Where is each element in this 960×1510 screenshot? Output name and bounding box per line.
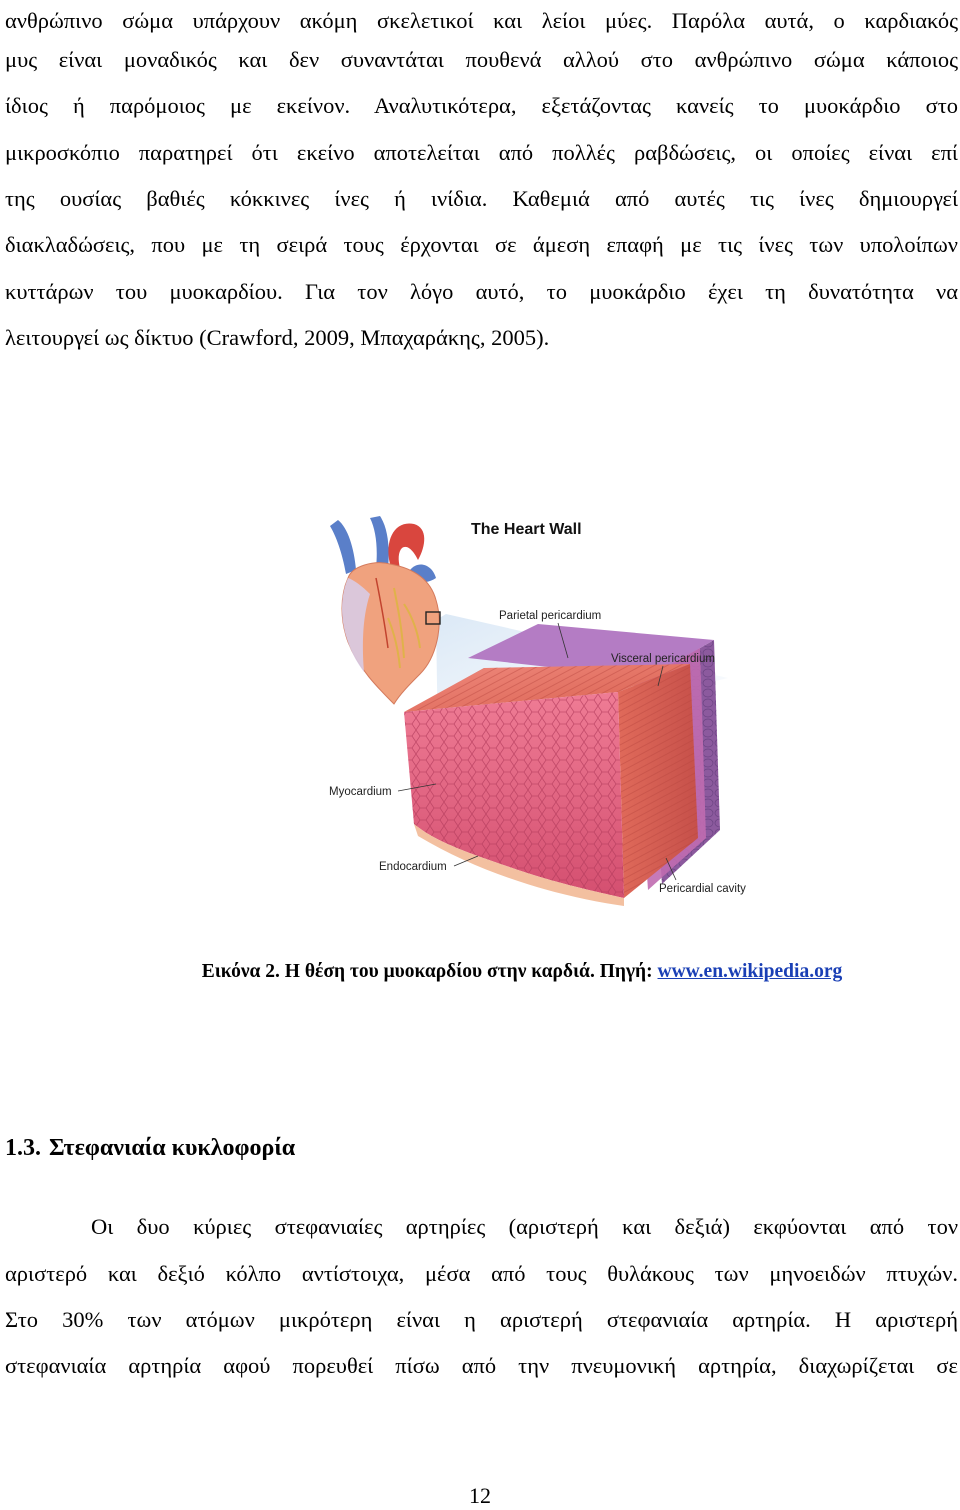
text-line: αριστερό και δεξιό κόλπο αντίστοιχα, μέσα από τους θυλάκους των μηνοειδών πτυχών. [5, 1261, 958, 1286]
text-line: μικροσκόπιο παρατηρεί ότι εκείνο αποτελείται από πολλές ραβδώσεις, οι οποίες είναι επί [5, 140, 958, 165]
text-line: Στο 30% των ατόμων μικρότερη είναι η αριστερή στεφανιαία αρτηρία. Η αριστερή [5, 1307, 958, 1332]
page-number: 12 [469, 1483, 491, 1508]
text-line: της ουσίας βαθιές κόκκινες ίνες ή ινίδια. Καθεμιά από αυτές τις ίνες δημιουργεί [5, 186, 958, 211]
text-line: ανθρώπινο σώμα υπάρχουν ακόμη σκελετικοί και λείοι μύες. Παρόλα αυτά, ο καρδιακός [5, 8, 958, 33]
section-heading [5, 1133, 295, 1163]
label-visceral-pericardium: Visceral pericardium [611, 653, 715, 665]
heart-icon [330, 516, 440, 704]
section-number: 1.3. [5, 1135, 41, 1161]
label-endocardium: Endocardium [379, 861, 447, 873]
text-line: διακλαδώσεις, που με τη σειρά τους έρχονται σε άμεση επαφή με τις ίνες των υπολοίπων [5, 232, 958, 257]
caption-text: Εικόνα 2. Η θέση του μυοκαρδίου στην καρδιά. Πηγή: [201, 961, 658, 982]
text-line: ίδιος ή παρόμοιος με εκείνον. Αναλυτικότερα, εξετάζοντας κανείς το μυοκάρδιο στο [5, 93, 958, 118]
figure-caption [0, 959, 960, 985]
caption-source-link[interactable]: www.en.wikipedia.org [657, 961, 843, 982]
heart-wall-illustration [318, 508, 766, 918]
figure-title: The Heart Wall [471, 521, 582, 538]
label-pericardial-cavity: Pericardial cavity [659, 883, 746, 895]
text-line: Οι δυο κύριες στεφανιαίες αρτηρίες (αριστερή και δεξιά) εκφύονται από τον [91, 1214, 958, 1239]
myocardium-block [404, 664, 698, 906]
text-line: μυς είναι μοναδικός και δεν συναντάται πουθενά αλλού στο ανθρώπινο σώμα κάποιος [5, 47, 958, 72]
text-line: λειτουργεί ως δίκτυο (Crawford, 2009, Μπαχαράκης, 2005). [5, 325, 550, 350]
label-parietal-pericardium: Parietal pericardium [499, 610, 602, 622]
section-title: Στεφανιαία κυκλοφορία [49, 1135, 296, 1161]
text-line: κυττάρων του μυοκαρδίου. Για τον λόγο αυτό, το μυοκάρδιο έχει τη δυνατότητα να [5, 279, 958, 304]
text-line: στεφανιαία αρτηρία αφού πορευθεί πίσω από την πνευμονική αρτηρία, διαχωρίζεται σε [5, 1353, 958, 1378]
label-myocardium: Myocardium [329, 786, 392, 798]
